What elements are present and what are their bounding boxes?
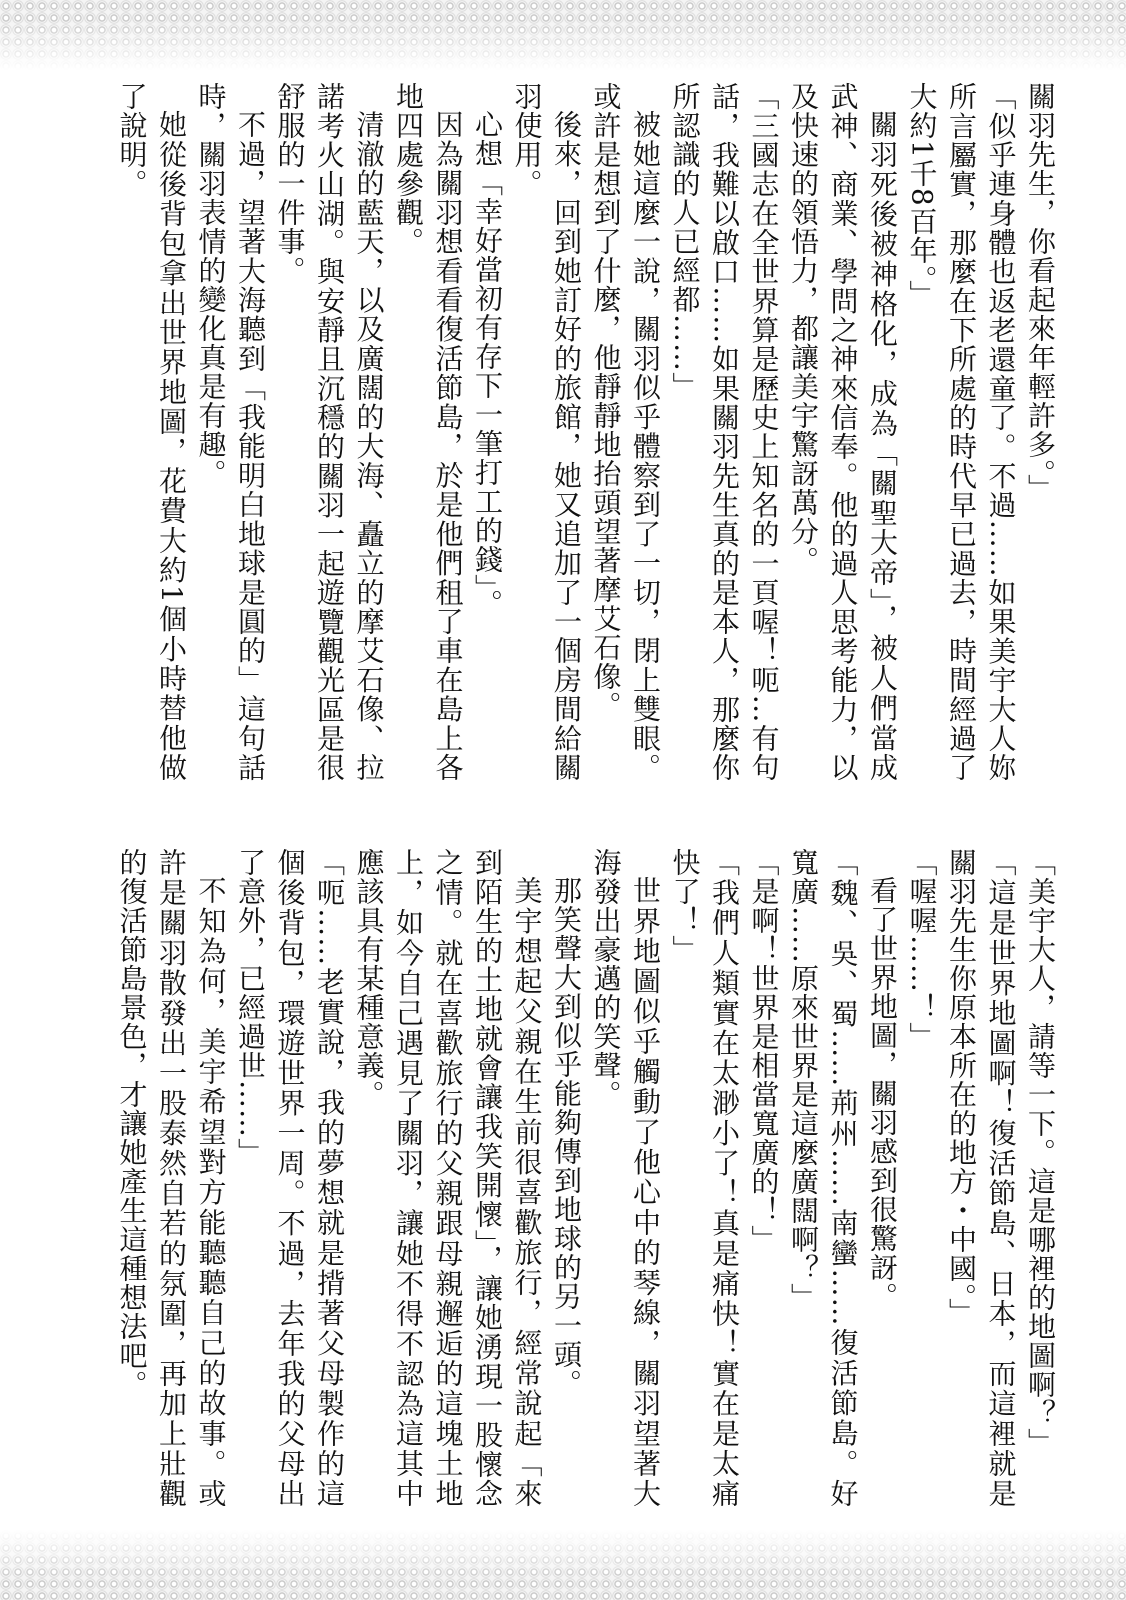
paragraph: 「我們人類實在太渺小了！真是痛快！實在是太痛快了！」 — [668, 848, 741, 1508]
upper-text-block — [80, 82, 1060, 782]
paragraph: 美宇想起父親在生前很喜歡旅行，經常說起「來到陌生的土地就會讓我笑開懷」，讓她湧現一股懷念之情。就在喜歡旅行的父親跟母親邂逅的這塊土地上，如今自己遇見了關羽，讓她不得不認為這其中應該具有某種意義。 — [352, 848, 544, 1508]
paragraph: 清澈的藍天，以及廣闊的大海、矗立的摩艾石像、拉諾考火山湖。與安靜且沉穩的關羽一起遊覽觀光區是很舒服的一件事。 — [273, 82, 386, 782]
paragraph: 後來，回到她訂好的旅館，她又追加了一個房間給關羽使用。 — [510, 82, 583, 782]
paragraph: 「三國志在全世界算是歷史上知名的一頁喔！呃…有句話，我難以啟口……如果關羽先生真的是本人，那麼你所認識的人已經都……」 — [668, 82, 781, 782]
paragraph: 關羽死後被神格化，成為「關聖大帝」，被人們當成武神、商業、學問之神來信奉。他的過人思考能力，以及快速的領悟力，都讓美宇驚訝萬分。 — [787, 82, 899, 782]
paragraph: 不過，望著大海聽到「我能明白地球是圓的」這句話時，關羽表情的變化真是有趣。 — [194, 82, 267, 782]
bottom-dot-pattern — [0, 1530, 1126, 1600]
paragraph: 看了世界地圖，關羽感到很驚訝。 — [866, 876, 899, 1311]
paragraph: 被她這麼一說，關羽似乎體察到了一切，閉上雙眼。或許是想到了什麼，他靜靜地抬頭望著摩艾石像。 — [589, 82, 662, 782]
paragraph: 那笑聲大到似乎能夠傳到地球的另一頭。 — [550, 876, 583, 1398]
paragraph: 不知為何，美宇希望對方能聽聽自己的故事。或許是關羽散發出一股泰然自若的氛圍，再加上壯觀的復活節島景色，才讓她產生這種想法吧。 — [115, 848, 228, 1508]
paragraph: 「是啊！世界是相當寬廣的！」 — [747, 848, 781, 1254]
paragraph: 「喔喔……！」 — [905, 848, 939, 1051]
paragraph: 她從後背包拿出世界地圖，花費大約1個小時替他做了說明。 — [115, 82, 188, 782]
top-dot-pattern — [0, 0, 1126, 70]
paragraph: 「魏、吳、蜀……荊州……南蠻……復活節島。好寬廣……原來世界是這麼廣闊啊？」 — [787, 848, 860, 1508]
paragraph: 「似乎連身體也返老還童了。不過……如果美宇大人妳所言屬實，那麼在下所處的時代早已過去，時間經過了大約1千8百年。」 — [905, 82, 1018, 782]
paragraph: 「美宇大人，請等一下。這是哪裡的地圖啊？」 — [1024, 848, 1057, 1457]
paragraph: 關羽先生，你看起來年輕許多。」 — [1024, 82, 1057, 503]
paragraph: 「這是世界地圖啊！復活節島、日本，而這裡就是關羽先生你原本所在的地方・中國。」 — [945, 848, 1018, 1508]
paragraph: 「呃……老實說，我的夢想就是揹著父母製作的這個後背包，環遊世界一周。不過，去年我的父母出了意外，已經過世……」 — [234, 848, 346, 1508]
paragraph: 心想「幸好當初有存下一筆打工的錢」。 — [471, 110, 504, 618]
paragraph: 世界地圖似乎觸動了他心中的琴線，關羽望著大海發出豪邁的笑聲。 — [589, 848, 662, 1508]
lower-text-block — [80, 848, 1060, 1508]
paragraph: 因為關羽想看看復活節島，於是他們租了車在島上各地四處參觀。 — [392, 82, 465, 782]
